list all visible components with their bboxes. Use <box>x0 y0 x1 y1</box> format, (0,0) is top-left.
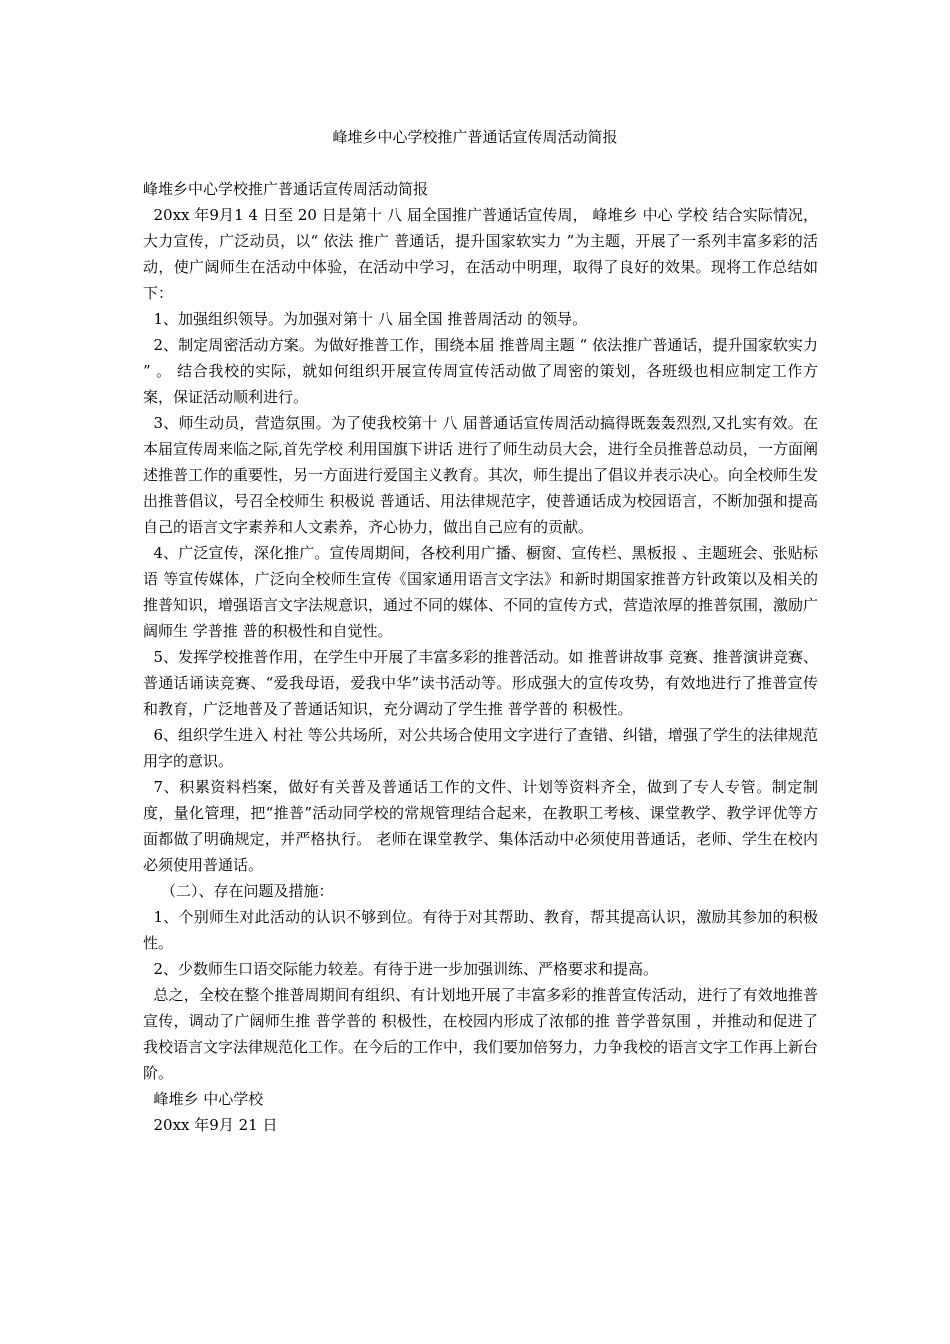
section-heading-problems: （二）、存在问题及措施： <box>161 882 334 900</box>
document-title: 峰堆乡中心学校推广普通话宣传周活动简报 <box>332 128 618 146</box>
paragraph-item-2: 2、制定周密活动方案。为做好推普工作，围绕本届 推普周主题 “ 依法推广普通话，提升国家软实力 ” 。 结合我校的实际，就如何组织开展宣传周宣传活动做了周密的策划，各班级也相应制定工作方案，保证活动顺利进行。 <box>143 336 818 406</box>
signature-date: 20xx 年9月 21 日 <box>153 1116 278 1134</box>
paragraph-item-6: 6、组织学生进入 村社 等公共场所，对公共场合使用文字进行了查错、纠错，增强了学生的法律规范用字的意识。 <box>143 726 818 770</box>
paragraph-item-3: 3、师生动员，营造氛围。为了使我校第十 八 届普通话宣传周活动搞得既轰轰烈烈,又扎实有效。在本届宣传周来临之际,首先学校 利用国旗下讲话 进行了师生动员大会，进行全员推普总动员，一方面阐述推普工作的重要性，另一方面进行爱国主义教育。其次，师生提出了倡议并表示决心。向全校师生发出推普倡议，号召全校师生 积极说 普通话、用法律规范字，使普通话成为校园语言，不断加强和提高自己的语言文字素养和人文素养，齐心协力，做出自己应有的贡献。 <box>143 414 819 536</box>
paragraph-item-1: 1、加强组织领导。为加强对第十 八 届全国 推普周活动 的领导。 <box>153 310 588 328</box>
signature-school: 峰堆乡 中心学校 <box>153 1090 264 1108</box>
paragraph-intro: 20xx 年9月1 4 日至 20 日是第十 八 届全国推广普通话宣传周， 峰堆乡 中心 学校 结合实际情况，大力宣传，广泛动员，以“ 依法 推广 普通话，提升国家软实力 ”为主题，开展了一系列丰富多彩的活动，使广阔师生在活动中体验，在活动中学习，在活动中明理，取得了良好的效果。现将工作总结如下： <box>143 206 818 302</box>
paragraph-item-7: 7、积累资料档案，做好有关普及普通话工作的文件、计划等资料齐全，做到了专人专管。制定制度，量化管理，把“推普”活动同学校的常规管理结合起来，在教职工考核、课堂教学、教学评优等方面都做了明确规定，并严格执行。 老师在课堂教学、集体活动中必须使用普通话，老师、学生在校内必须使用普通话。 <box>143 778 818 874</box>
document-subtitle: 峰堆乡中心学校推广普通话宣传周活动简报 <box>143 180 429 198</box>
paragraph-item-4: 4、广泛宣传，深化推广。宣传周期间，各校利用广播、橱窗、宣传栏、黑板报 、主题班会、张贴标语 等宣传媒体，广泛向全校师生宣传《国家通用语言文字法》和新时期国家推普方针政策以及相关的推普知识，增强语言文字法规意识，通过不同的媒体、不同的宣传方式，营造浓厚的推普氛围，激励广阔师生 学普推 普的积极性和自觉性。 <box>143 544 819 640</box>
paragraph-problem-2: 2、少数师生口语交际能力较差。有待于进一步加强训练、严格要求和提高。 <box>153 960 659 978</box>
paragraph-summary: 总之，全校在整个推普周期间有组织、有计划地开展了丰富多彩的推普宣传活动，进行了有效地推普宣传，调动了广阔师生推 普学普的 积极性，在校园内形成了浓郁的推 普学普氛围 ，并推动和促进了我校语言文字法律规范化工作。在今后的工作中，我们要加倍努力，力争我校的语言文字工作再上新台阶。 <box>143 986 819 1082</box>
document-body <box>143 176 818 1138</box>
paragraph-item-5: 5、发挥学校推普作用，在学生中开展了丰富多彩的推普活动。如 推普讲故事 竞赛、推普演讲竞赛、普通话诵读竞赛、“爱我母语，爱我中华”读书活动等。形成强大的宣传攻势，有效地进行了推普宣传和教育，广泛地普及了普通话知识，充分调动了学生推 普学普的 积极性。 <box>143 648 818 718</box>
paragraph-problem-1: 1、个别师生对此活动的认识不够到位。有待于对其帮助、教育，帮其提高认识，激励其参加的积极性。 <box>143 908 818 952</box>
